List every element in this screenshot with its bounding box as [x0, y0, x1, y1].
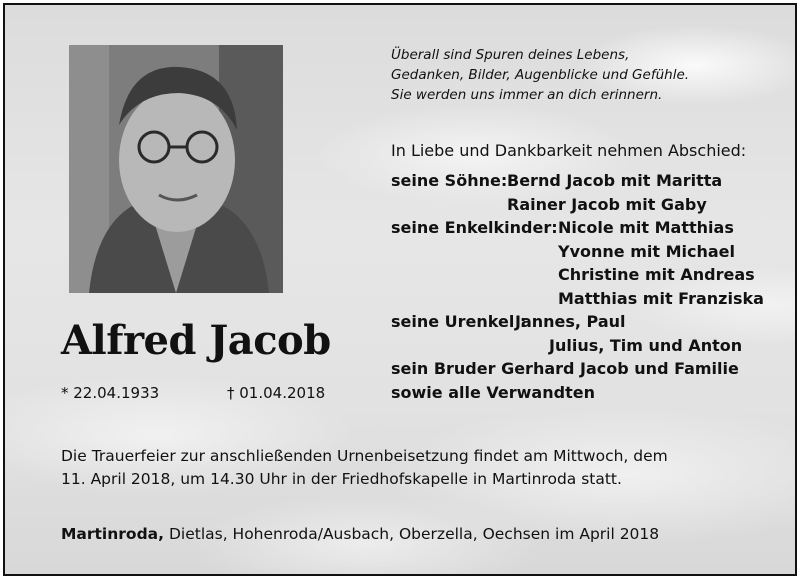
portrait-photo [69, 45, 283, 293]
funeral-line: 11. April 2018, um 14.30 Uhr in der Friedhofskapelle in Martinroda statt. [61, 470, 622, 488]
relation-names: Jannes, Paul [515, 312, 626, 331]
memorial-quote [391, 45, 689, 105]
death-date: † 01.04.2018 [227, 384, 326, 402]
relation-names: Nicole mit Matthias [558, 218, 734, 237]
relation-names: Christine mit Andreas [558, 265, 755, 284]
relation-names: Julius, Tim und Anton [549, 335, 743, 355]
quote-line: Gedanken, Bilder, Augenblicke und Gefühle. [391, 67, 690, 83]
obituary-notice [3, 3, 797, 576]
places-rest: Dietlas, Hohenroda/Ausbach, Oberzella, Oechsen im April 2018 [164, 525, 660, 543]
relation-label: seine Söhne: [391, 171, 508, 190]
relation-label: seine Enkelkinder: [391, 218, 558, 237]
funeral-info [61, 445, 668, 491]
birth-date: * 22.04.1933 [61, 384, 160, 402]
main-place: Martinroda, [61, 525, 165, 543]
quote-line: Sie werden uns immer an dich erinnern. [391, 87, 663, 103]
relation-label: sowie alle Verwandten [391, 382, 595, 402]
relation-names: Matthias mit Franziska [558, 288, 764, 308]
relation-label: seine Urenkel : [391, 312, 527, 331]
quote-line: Überall sind Spuren deines Lebens, [391, 47, 630, 63]
relation-names: Yvonne mit Michael [558, 241, 735, 261]
funeral-line: Die Trauerfeier zur anschließenden Urnenbeisetzung findet am Mittwoch, dem [61, 447, 668, 465]
farewell-intro: In Liebe und Dankbarkeit nehmen Abschied: [391, 141, 747, 160]
portrait-image [69, 45, 283, 293]
deceased-name: Alfred Jacob [61, 317, 331, 364]
relation-names: Bernd Jacob mit Maritta [507, 171, 723, 190]
relation-names: Rainer Jacob mit Gaby [507, 194, 707, 214]
relation-label: sein Bruder Gerhard Jacob und Familie [391, 359, 739, 378]
places-and-date [61, 525, 659, 543]
